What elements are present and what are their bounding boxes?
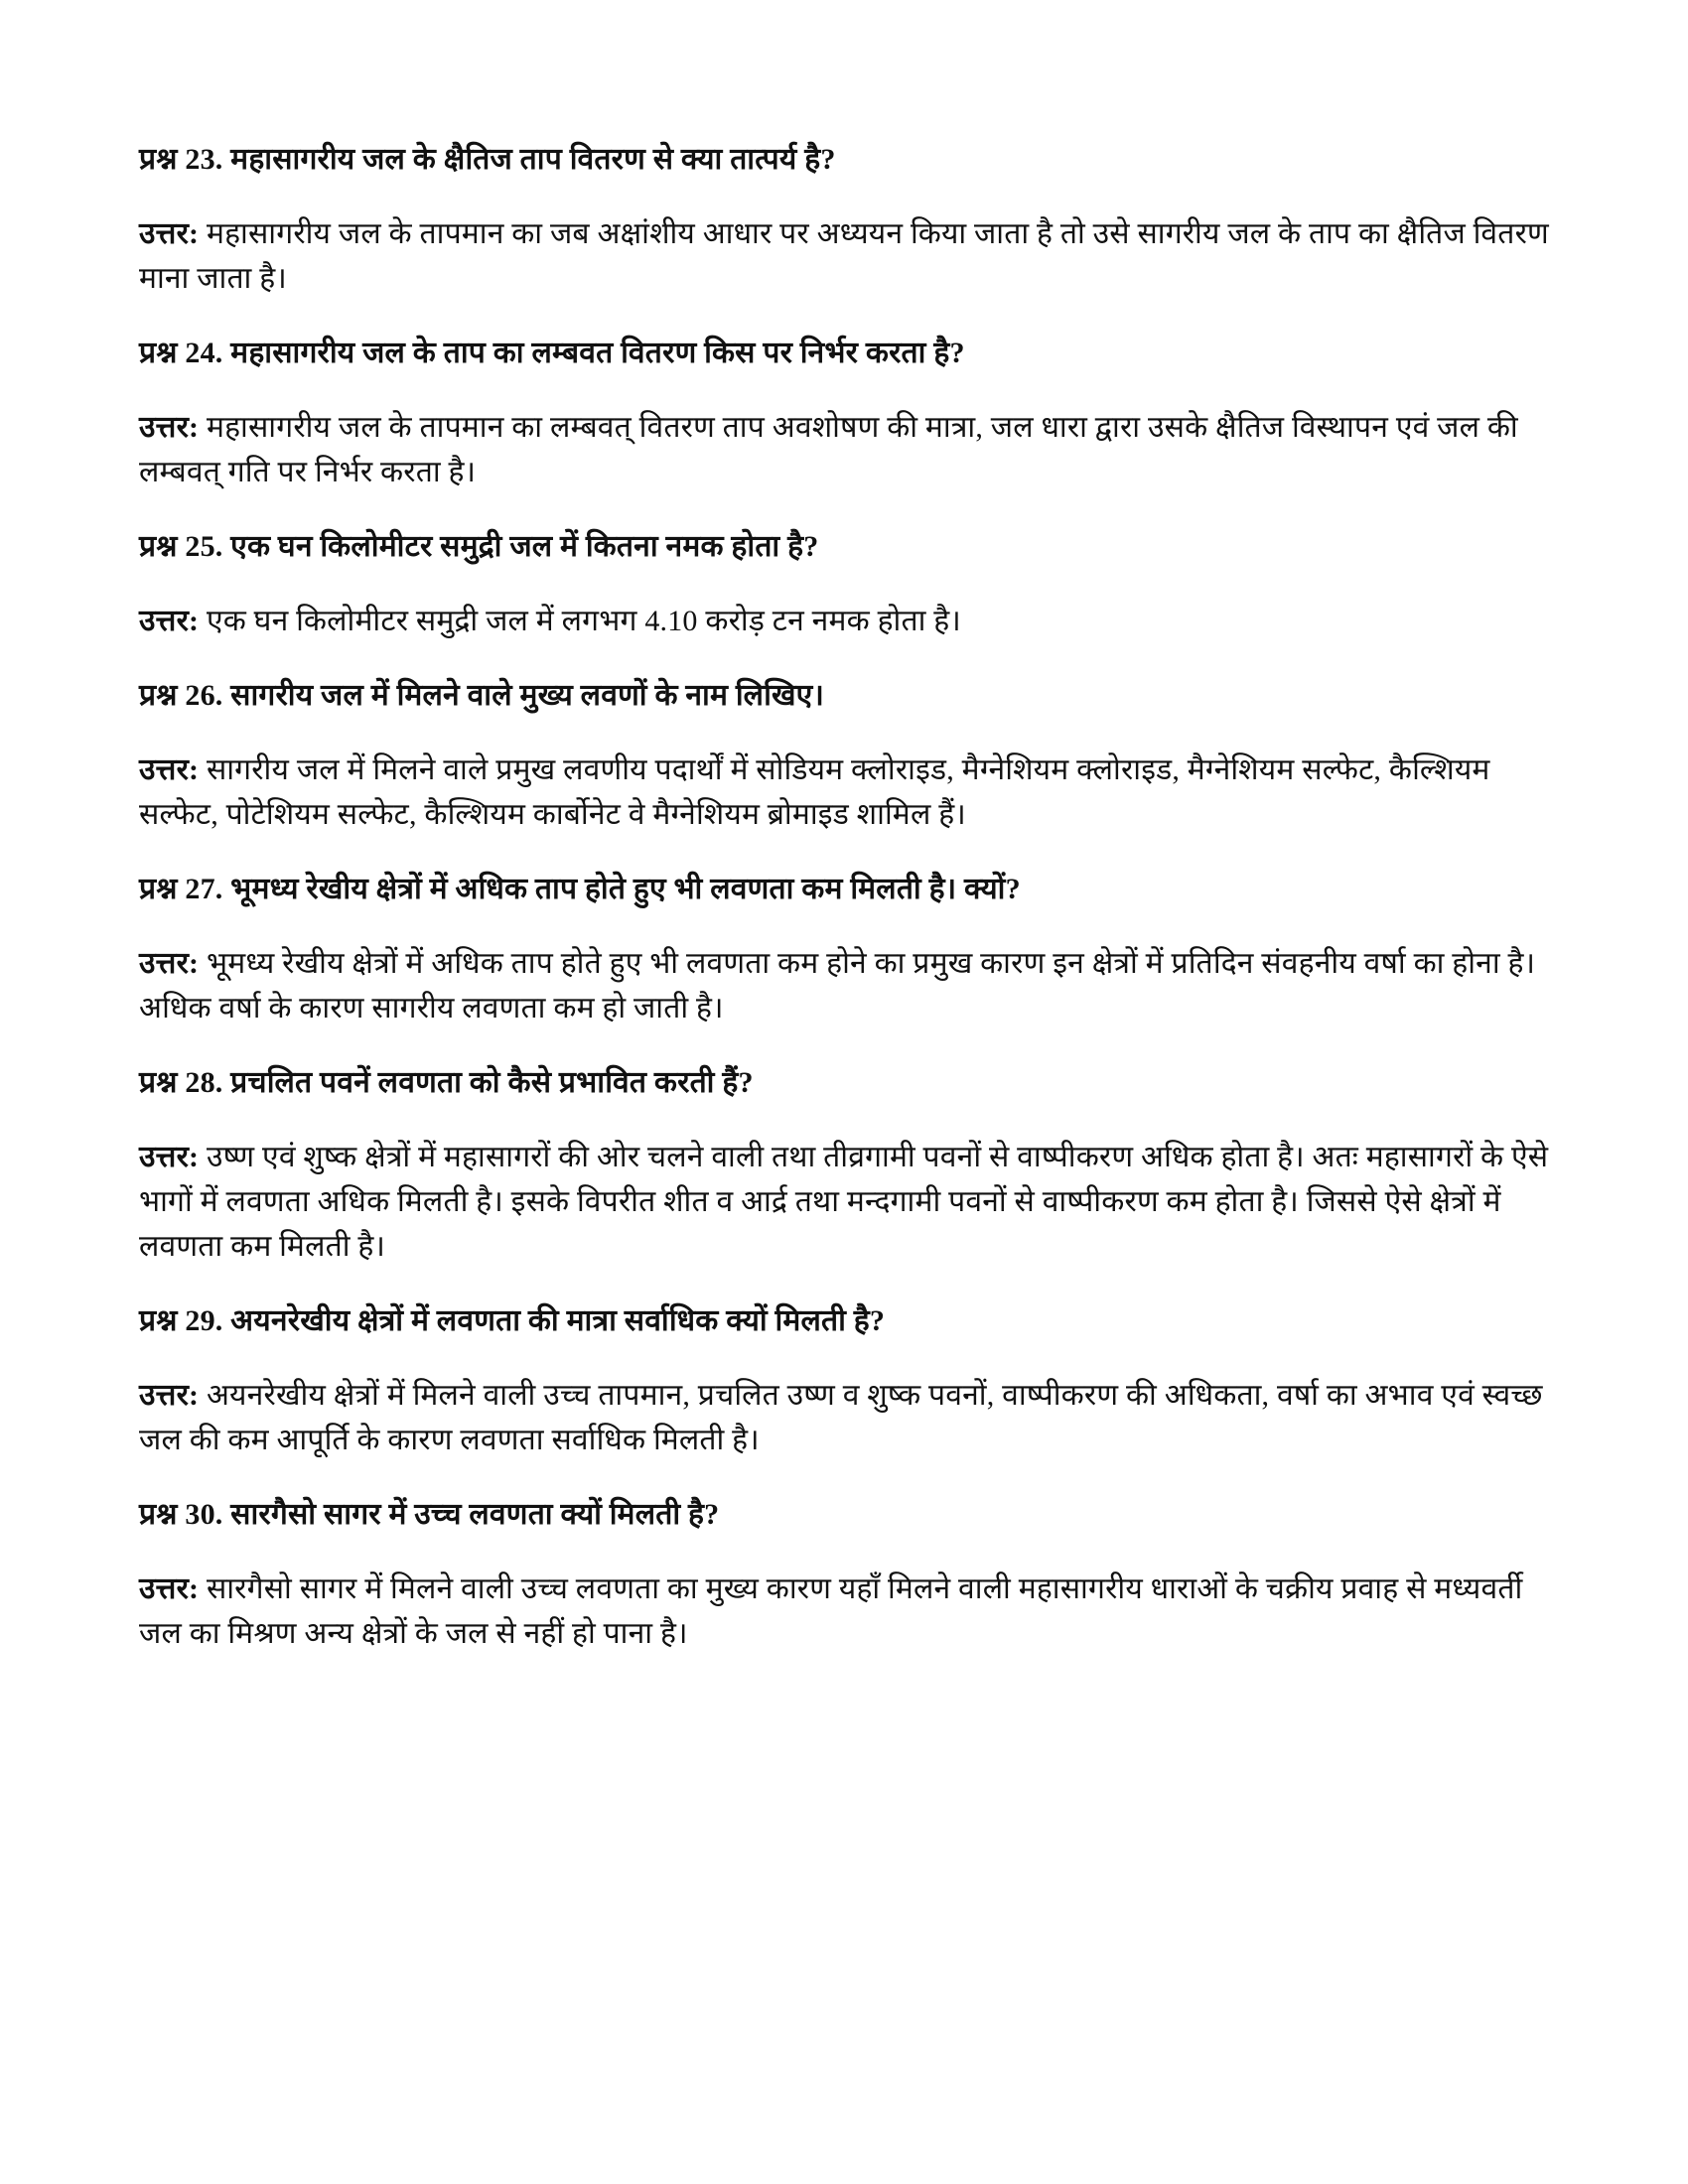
- answer-text: भूमध्य रेखीय क्षेत्रों में अधिक ताप होते हुए भी लवणता कम होने का प्रमुख कारण इन क्षेत्रों में प्रतिदिन संवहनीय वर्षा का होना है। अधिक वर्षा के कारण सागरीय लवणता कम हो जाती है।: [139, 947, 1536, 1024]
- qa-item: [139, 1492, 1549, 1656]
- answer-text: महासागरीय जल के तापमान का जब अक्षांशीय आधार पर अध्ययन किया जाता है तो उसे सागरीय जल के ताप का क्षैतिज वितरण माना जाता है।: [139, 217, 1549, 295]
- question-heading: प्रश्न 29. अयनरेखीय क्षेत्रों में लवणता की मात्रा सर्वाधिक क्यों मिलती है?: [139, 1304, 886, 1337]
- qa-item: [139, 331, 1549, 494]
- qa-item: [139, 673, 1549, 837]
- answer-text: एक घन किलोमीटर समुद्री जल में लगभग 4.10 करोड़ टन नमक होता है।: [206, 605, 961, 637]
- answer-paragraph: [139, 1373, 1549, 1462]
- question-heading: प्रश्न 24. महासागरीय जल के ताप का लम्बवत वितरण किस पर निर्भर करता है?: [139, 337, 965, 369]
- answer-text: सारगैसो सागर में मिलने वाली उच्च लवणता का मुख्य कारण यहाँ मिलने वाली महासागरीय धाराओं के चक्रीय प्रवाह से मध्यवर्ती जल का मिश्रण अन्य क्षेत्रों के जल से नहीं हो पाना है।: [139, 1572, 1523, 1650]
- answer-prefix-label: उत्तर:: [139, 1572, 200, 1605]
- answer-prefix-label: उत्तर:: [139, 605, 200, 637]
- answer-paragraph: [139, 405, 1549, 494]
- answer-prefix-label: उत्तर:: [139, 1141, 200, 1173]
- qa-item: [139, 1060, 1549, 1269]
- answer-text: महासागरीय जल के तापमान का लम्बवत् वितरण ताप अवशोषण की मात्रा, जल धारा द्वारा उसके क्षैतिज विस्थापन एवं जल की लम्बवत् गति पर निर्भर करता है।: [139, 411, 1518, 488]
- answer-text: सागरीय जल में मिलने वाले प्रमुख लवणीय पदार्थों में सोडियम क्लोराइड, मैग्नेशियम क्लोराइड, मैग्नेशियम सल्फेट, कैल्शियम सल्फेट, पोटेशियम सल्फेट, कैल्शियम कार्बोनेट वे मैग्नेशियम ब्रोमाइड शामिल हैं।: [139, 753, 1490, 831]
- answer-paragraph: [139, 748, 1549, 837]
- question-heading: प्रश्न 28. प्रचलित पवनें लवणता को कैसे प्रभावित करती हैं?: [139, 1066, 754, 1099]
- question-heading: प्रश्न 27. भूमध्य रेखीय क्षेत्रों में अधिक ताप होते हुए भी लवणता कम मिलती है। क्यों?: [139, 873, 1021, 905]
- qa-item: [139, 137, 1549, 301]
- answer-paragraph: [139, 599, 1549, 643]
- answer-paragraph: [139, 1567, 1549, 1656]
- qa-item: [139, 524, 1549, 643]
- qa-item: [139, 867, 1549, 1030]
- answer-prefix-label: उत्तर:: [139, 217, 200, 250]
- answer-prefix-label: उत्तर:: [139, 411, 200, 444]
- answer-prefix-label: उत्तर:: [139, 947, 200, 980]
- answer-prefix-label: उत्तर:: [139, 1379, 200, 1412]
- answer-paragraph: [139, 1135, 1549, 1269]
- answer-paragraph: [139, 211, 1549, 301]
- answer-text: अयनरेखीय क्षेत्रों में मिलने वाली उच्च तापमान, प्रचलित उष्ण व शुष्क पवनों, वाष्पीकरण की अधिकता, वर्षा का अभाव एवं स्वच्छ जल की कम आपूर्ति के कारण लवणता सर्वाधिक मिलती है।: [139, 1379, 1543, 1456]
- qa-item: [139, 1298, 1549, 1462]
- answer-paragraph: [139, 941, 1549, 1030]
- question-heading: प्रश्न 30. सारगैसो सागर में उच्च लवणता क्यों मिलती है?: [139, 1498, 720, 1531]
- question-heading: प्रश्न 23. महासागरीय जल के क्षैतिज ताप वितरण से क्या तात्पर्य है?: [139, 143, 836, 176]
- question-heading: प्रश्न 26. सागरीय जल में मिलने वाले मुख्य लवणों के नाम लिखिए।: [139, 679, 825, 712]
- answer-prefix-label: उत्तर:: [139, 753, 200, 786]
- question-heading: प्रश्न 25. एक घन किलोमीटर समुद्री जल में कितना नमक होता है?: [139, 530, 819, 563]
- answer-text: उष्ण एवं शुष्क क्षेत्रों में महासागरों की ओर चलने वाली तथा तीव्रगामी पवनों से वाष्पीकरण अधिक होता है। अतः महासागरों के ऐसे भागों में लवणता अधिक मिलती है। इसके विपरीत शीत व आर्द्र तथा मन्दगामी पवनों से वाष्पीकरण कम होता है। जिससे ऐसे क्षेत्रों में लवणता कम मिलती है।: [139, 1141, 1549, 1263]
